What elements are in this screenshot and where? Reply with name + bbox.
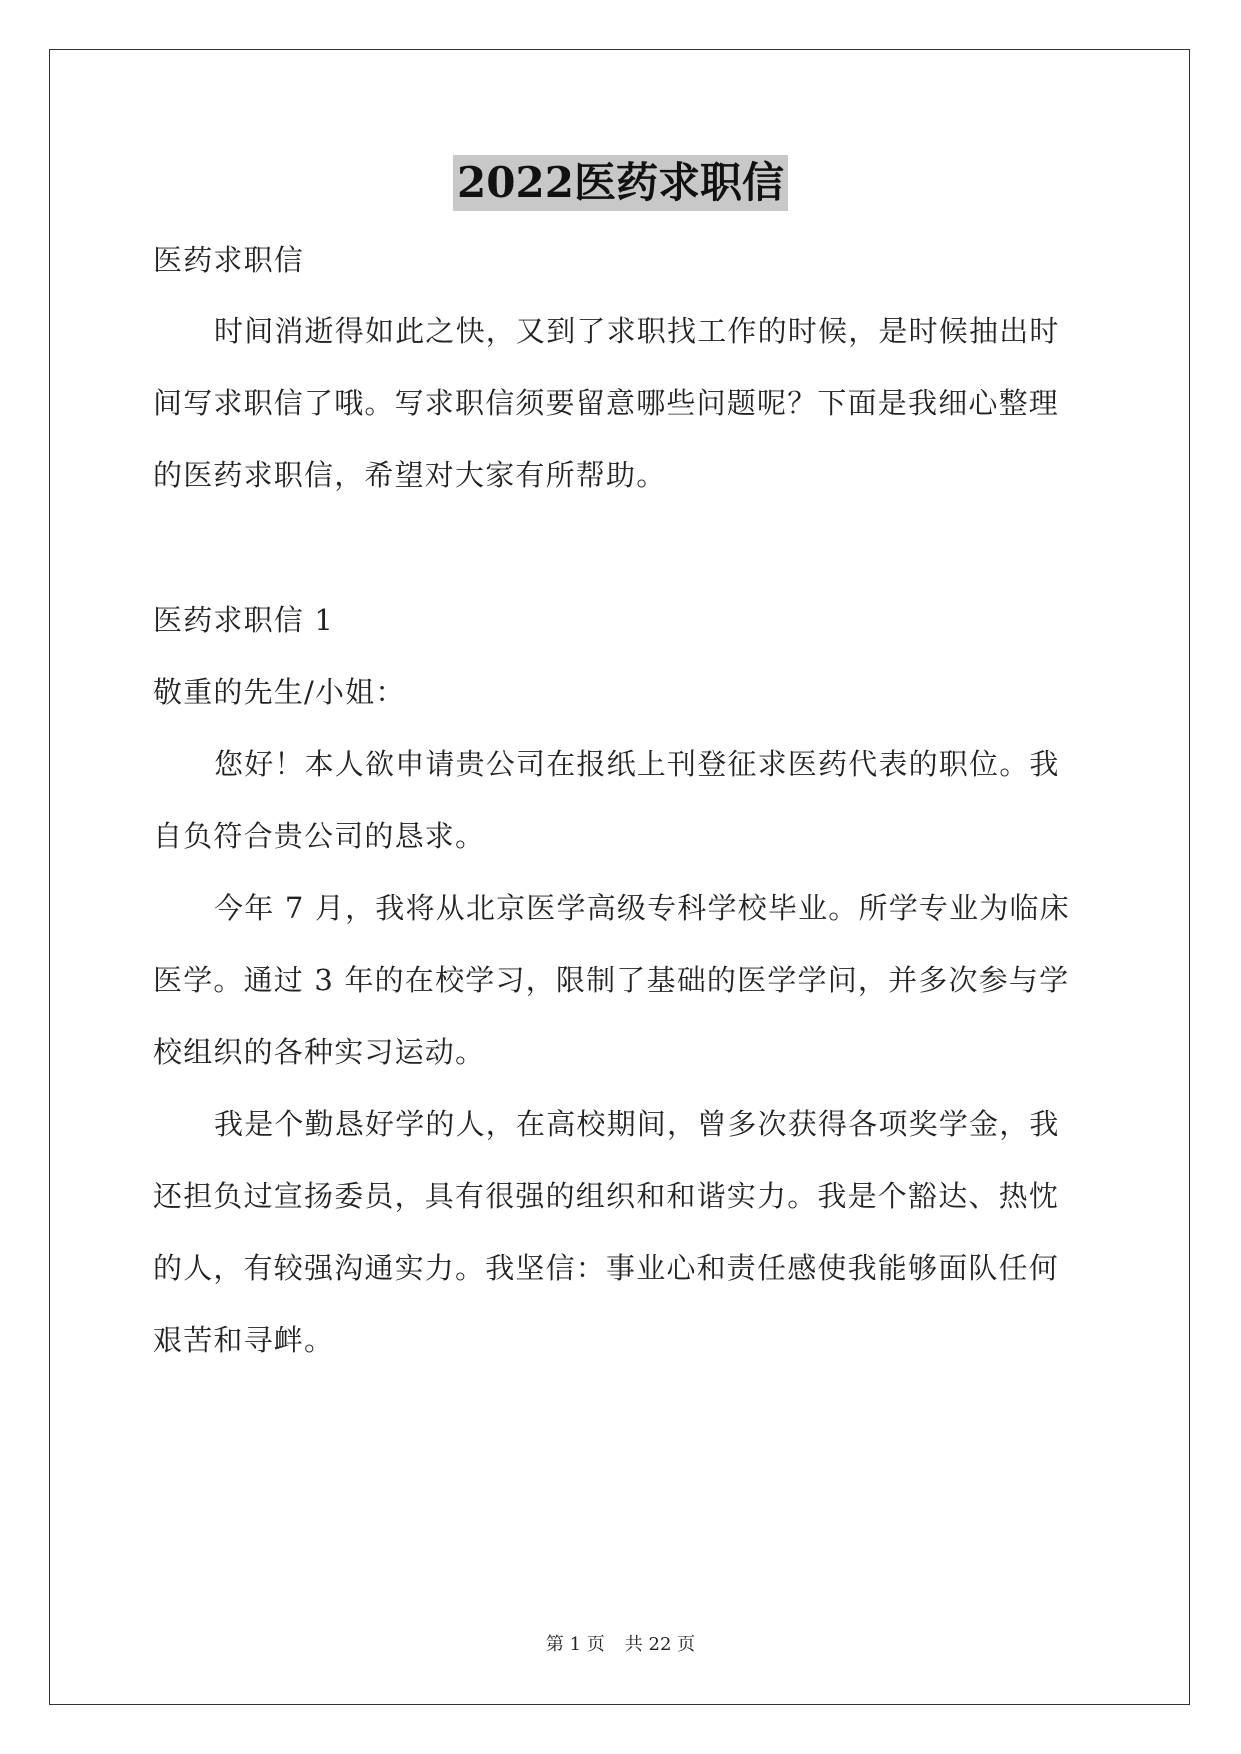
document-title: 2022医药求职信: [453, 155, 788, 211]
page-border: [49, 49, 1190, 1705]
letter-paragraph-line: 的人，有较强沟通实力。我坚信：事业心和责任感使我能够面队任何: [153, 1251, 1060, 1285]
letter-paragraph-line: 艰苦和寻衅。: [153, 1323, 335, 1357]
intro-paragraph-line: 间写求职信了哦。写求职信须要留意哪些问题呢？下面是我细心整理: [153, 386, 1060, 420]
letter-salutation: 敬重的先生/小姐：: [153, 675, 406, 709]
letter-paragraph-line: 我是个勤恳好学的人，在高校期间，曾多次获得各项奖学金，我: [214, 1107, 1060, 1141]
page-footer: [0, 1633, 1241, 1657]
letter-heading: 医药求职信 1: [153, 603, 335, 637]
letter-paragraph-line: 今年 7 月，我将从北京医学高级专科学校毕业。所学专业为临床: [214, 891, 1070, 925]
section-heading: 医药求职信: [153, 243, 305, 277]
letter-paragraph-line: 还担负过宣扬委员，具有很强的组织和和谐实力。我是个豁达、热忱: [153, 1179, 1060, 1213]
letter-paragraph-line: 自负符合贵公司的恳求。: [153, 819, 486, 853]
current-page-number: 第 1 页: [545, 1634, 605, 1655]
title-container: [0, 155, 1241, 211]
letter-paragraph-line: 您好！本人欲申请贵公司在报纸上刊登征求医药代表的职位。我: [214, 747, 1060, 781]
intro-paragraph-line: 时间消逝得如此之快，又到了求职找工作的时候，是时候抽出时: [214, 314, 1060, 348]
letter-paragraph-line: 医学。通过 3 年的在校学习，限制了基础的医学学问，并多次参与学: [153, 963, 1070, 997]
letter-paragraph-line: 校组织的各种实习运动。: [153, 1035, 486, 1069]
intro-paragraph-line: 的医药求职信，希望对大家有所帮助。: [153, 458, 667, 492]
total-page-count: 共 22 页: [624, 1634, 696, 1655]
